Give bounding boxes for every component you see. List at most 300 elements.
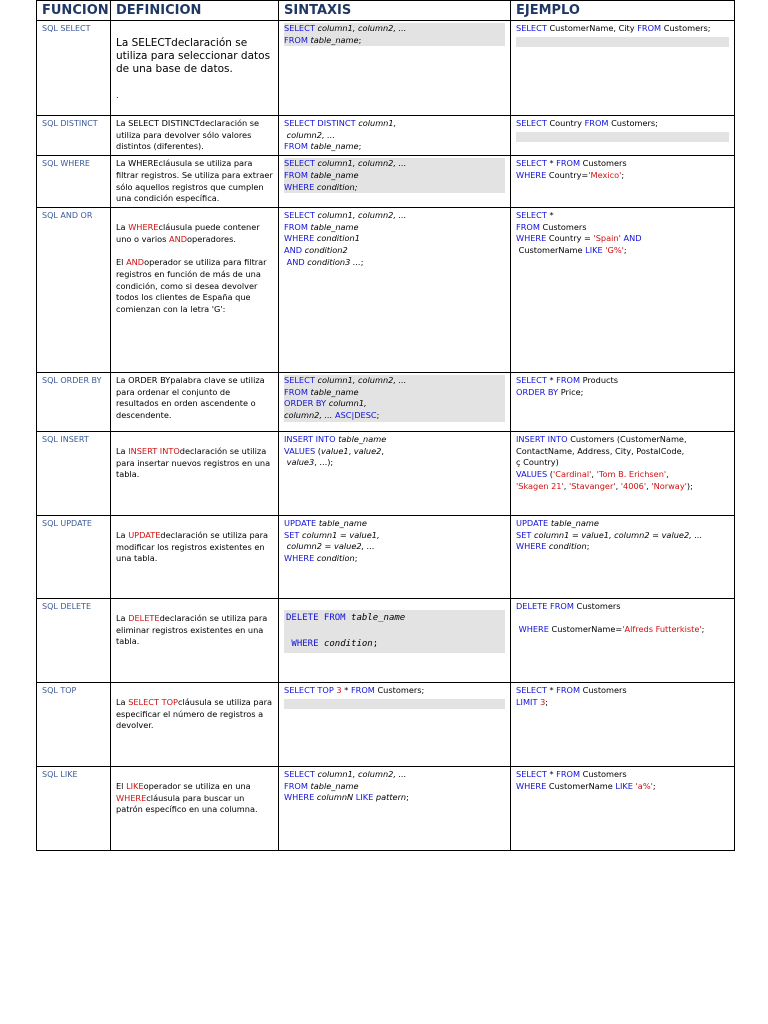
syntax-cell <box>279 766 511 850</box>
sql-keyword: WHERE <box>516 233 549 244</box>
sql-keyword: INSERT INTO <box>284 433 339 444</box>
text-segment: El <box>116 780 127 791</box>
example-cell <box>511 431 735 515</box>
syntax-cell <box>279 21 511 116</box>
highlighted-term: AND <box>168 233 188 244</box>
example-code <box>516 375 729 398</box>
highlighted-term: 'a%' <box>635 780 653 791</box>
text-segment: Price; <box>560 386 584 397</box>
sql-keyword: WHERE <box>286 638 324 649</box>
sql-keyword: SELECT <box>516 158 550 169</box>
highlighted-term: 'Mexico' <box>588 169 622 180</box>
text-segment: value1 <box>321 445 349 456</box>
example-cell <box>511 156 735 208</box>
example-code <box>516 118 729 130</box>
sql-keyword: FROM <box>556 374 583 385</box>
text-segment: table_name <box>351 612 406 623</box>
code-line <box>284 141 505 153</box>
sql-keyword: AND <box>284 245 305 256</box>
code-line <box>516 624 729 636</box>
sql-keyword: LIKE <box>585 245 606 256</box>
code-line <box>284 23 505 35</box>
example-code <box>516 210 729 257</box>
table-row <box>37 515 735 598</box>
sql-keyword: FROM <box>284 169 311 180</box>
highlighted-term: LIKE <box>126 780 144 791</box>
table-row <box>37 766 735 850</box>
code-line <box>286 638 503 651</box>
text-segment: CustomerName= <box>551 624 623 635</box>
definition-text <box>116 613 273 648</box>
text-segment: Customers <box>542 221 587 232</box>
code-line <box>284 530 505 542</box>
code-line <box>516 518 729 530</box>
text-segment: La ORDER BYpalabra clave se utiliza para ordenar el conjunto de resultados en orden ascendente o descendente. <box>116 374 265 421</box>
text-segment: column1 = value1, column2 = value2, ... <box>533 529 703 540</box>
sql-keyword: VALUES <box>516 469 550 480</box>
function-name: SQL SELECT <box>37 21 111 116</box>
code-line <box>284 233 505 245</box>
text-segment: operador se utiliza para filtrar registros en función de más de una condición, como si desea devolver todos los clientes de España que comienzan con la letra 'G': <box>116 257 267 315</box>
syntax-code <box>284 118 505 153</box>
code-line <box>284 434 505 446</box>
syntax-code <box>284 769 505 804</box>
sql-keyword: FROM <box>556 768 583 779</box>
text-segment: , <box>666 469 669 480</box>
sql-keyword: LIKE <box>355 792 376 803</box>
text-segment: Customers <box>582 684 627 695</box>
sql-keyword: ORDER BY <box>284 398 329 409</box>
text-segment: El <box>116 257 127 268</box>
text-segment: table_name <box>310 34 359 45</box>
example-cell <box>511 116 735 156</box>
sql-keyword: SELECT <box>284 23 318 33</box>
syntax-cell <box>279 207 511 372</box>
highlighted-term: UPDATE <box>128 529 161 540</box>
function-name: SQL DELETE <box>37 598 111 682</box>
definition-text <box>116 697 273 732</box>
code-line <box>284 170 505 182</box>
code-line <box>516 375 729 387</box>
text-segment: operador se utiliza en una <box>143 780 251 791</box>
text-segment: SELECT <box>131 37 172 49</box>
function-name: SQL AND OR <box>37 207 111 372</box>
text-segment: CustomerName <box>548 780 616 791</box>
text-segment: column1, column2, ... <box>317 768 407 779</box>
code-line <box>516 118 729 130</box>
text-segment: declaración se utiliza para seleccionar datos de una base de datos. <box>116 37 271 75</box>
text-segment: cláusula puede contener uno o varios <box>116 221 260 244</box>
text-segment: La <box>116 612 129 623</box>
text-segment: condition <box>323 638 373 649</box>
sql-keyword: FROM <box>284 141 311 152</box>
sql-keyword: WHERE <box>516 624 552 635</box>
text-segment: column1 = value1, <box>301 529 380 540</box>
text-segment: table_name <box>338 433 387 444</box>
text-segment: La SELECT DISTINCTdeclaración se utiliza para devolver sólo valores distintos (diferentes). <box>116 118 260 152</box>
header-funcion: FUNCION <box>37 1 111 21</box>
definition-cell <box>111 156 279 208</box>
highlighted-term: '4006' <box>620 480 647 491</box>
text-segment: column2, ... <box>284 129 335 140</box>
sql-keyword: FROM <box>637 23 664 33</box>
text-segment: table_name <box>310 169 359 180</box>
definition-text <box>116 781 273 816</box>
code-line <box>516 170 729 182</box>
text-segment: column1, <box>328 398 367 409</box>
function-name: SQL ORDER BY <box>37 372 111 431</box>
table-row <box>37 156 735 208</box>
syntax-code <box>284 158 505 193</box>
code-line <box>284 457 505 469</box>
example-code <box>516 769 729 792</box>
header-row <box>37 1 735 21</box>
text-segment: column1, column2, ... <box>317 23 407 33</box>
text-segment: ( <box>549 469 553 480</box>
text-segment: declaración se utiliza para insertar nuevos registros en una tabla. <box>116 445 271 480</box>
text-segment: La <box>116 445 129 456</box>
syntax-code <box>284 685 505 697</box>
sql-keyword: WHERE <box>516 780 549 791</box>
sql-keyword: SET <box>284 529 302 540</box>
text-segment: ; <box>360 256 364 267</box>
text-segment: Customers; <box>611 118 658 128</box>
text-segment: ; <box>372 638 379 649</box>
text-segment: * <box>549 684 557 695</box>
code-highlight-bar <box>516 37 729 47</box>
text-segment: La <box>116 529 129 540</box>
highlighted-term: WHERE <box>128 221 159 232</box>
code-line <box>516 457 729 469</box>
text-segment: table_name <box>310 221 359 232</box>
definition-cell <box>111 598 279 682</box>
text-segment: Customers <box>582 768 627 779</box>
syntax-cell <box>279 598 511 682</box>
text-segment: ; <box>376 410 380 421</box>
example-cell <box>511 21 735 116</box>
sql-keyword: SELECT TOP <box>284 684 337 695</box>
sql-reference-table <box>36 0 735 851</box>
code-line <box>284 685 505 697</box>
example-cell <box>511 682 735 766</box>
highlighted-term: INSERT INTO <box>128 445 180 456</box>
text-segment: cláusula se utiliza para especificar el número de registros a devolver. <box>116 696 272 731</box>
text-segment: ; <box>354 553 358 564</box>
text-segment: columnN <box>316 792 356 803</box>
highlighted-term: 'Tom B. Erichsen' <box>596 469 667 480</box>
example-code <box>516 601 729 636</box>
code-line <box>284 35 505 47</box>
sql-keyword: FROM <box>556 158 583 169</box>
code-line <box>284 375 505 387</box>
definition-cell <box>111 515 279 598</box>
sql-keyword: SELECT <box>516 374 550 385</box>
code-line <box>516 387 729 399</box>
code-line <box>284 781 505 793</box>
sql-keyword: WHERE <box>516 541 549 552</box>
header-definicion: DEFINICION <box>111 1 279 21</box>
definition-text <box>116 158 273 205</box>
text-segment: , <box>591 469 597 480</box>
highlighted-term: 'Norway' <box>651 480 687 491</box>
text-segment: * <box>344 684 351 695</box>
sql-keyword: FROM <box>556 684 583 695</box>
code-line <box>516 222 729 234</box>
sql-keyword: FROM <box>284 221 311 232</box>
text-segment: table_name <box>550 517 599 528</box>
code-line <box>516 446 729 458</box>
text-segment: value3 <box>284 457 315 468</box>
code-line <box>284 518 505 530</box>
table-row <box>37 372 735 431</box>
definition-cell <box>111 372 279 431</box>
sql-keyword: FROM <box>584 118 612 128</box>
text-segment: ; <box>358 141 362 152</box>
text-segment: value2 <box>353 445 382 456</box>
text-segment: * <box>549 768 557 779</box>
function-name: SQL INSERT <box>37 431 111 515</box>
definition-cell <box>111 116 279 156</box>
text-segment: table_name <box>310 386 359 397</box>
text-segment: ; <box>545 696 549 707</box>
text-segment: ; <box>621 169 625 180</box>
function-name: SQL TOP <box>37 682 111 766</box>
text-segment: condition3 ... <box>307 256 361 267</box>
highlighted-term: 'Skagen 21' <box>516 480 564 491</box>
text-segment: column1, column2, ... <box>317 374 407 385</box>
sql-keyword: WHERE <box>284 792 317 803</box>
sql-keyword: UPDATE <box>284 517 319 528</box>
example-code <box>516 158 729 181</box>
table-row <box>37 21 735 116</box>
text-segment: condition2 <box>304 245 348 256</box>
sql-keyword: INSERT INTO <box>516 433 571 444</box>
sql-keyword: WHERE <box>284 181 317 192</box>
sql-keyword: SELECT <box>284 374 318 385</box>
example-cell <box>511 207 735 372</box>
syntax-code <box>284 210 505 269</box>
code-line <box>516 434 729 446</box>
syntax-code <box>284 434 505 469</box>
text-segment: * <box>549 158 557 169</box>
text-segment: column2 = value2, ... <box>284 541 375 552</box>
text-segment: Customers; <box>377 684 425 695</box>
definition-text <box>116 118 273 153</box>
table-row <box>37 116 735 156</box>
syntax-code <box>284 23 505 46</box>
text-segment: , <box>381 445 384 456</box>
sql-keyword: FROM <box>284 386 311 397</box>
definition-cell <box>111 431 279 515</box>
text-segment: Country <box>549 118 585 128</box>
code-highlight-bar <box>284 699 505 709</box>
sql-keyword: WHERE <box>284 553 317 564</box>
code-line <box>284 541 505 553</box>
text-segment: column2, ... <box>284 410 335 421</box>
text-segment: ; <box>358 34 362 45</box>
highlighted-term: 'G%' <box>605 245 624 256</box>
example-cell <box>511 598 735 682</box>
code-line <box>516 481 729 493</box>
text-segment: ( <box>317 445 321 456</box>
code-line <box>284 446 505 458</box>
text-segment: condition1 <box>316 233 360 244</box>
definition-text <box>116 375 273 422</box>
code-line <box>284 387 505 399</box>
text-segment: declaración se utiliza para eliminar registros existentes en una tabla. <box>116 612 268 647</box>
sql-keyword: SELECT <box>516 23 550 33</box>
table-row <box>37 431 735 515</box>
sql-keyword: SELECT <box>284 209 318 220</box>
example-code <box>516 23 729 35</box>
definition-cell <box>111 207 279 372</box>
table-row <box>37 207 735 372</box>
definition-cell <box>111 21 279 116</box>
sql-keyword: SELECT <box>516 684 550 695</box>
definition-extra: . <box>116 90 119 100</box>
code-line <box>284 245 505 257</box>
text-segment: table_name <box>310 141 359 152</box>
function-name: SQL UPDATE <box>37 515 111 598</box>
code-line <box>516 601 729 613</box>
syntax-cell <box>279 116 511 156</box>
code-line <box>284 210 505 222</box>
text-segment: ç Country) <box>516 457 559 468</box>
text-segment: Country = <box>548 233 594 244</box>
highlighted-term: 'Cardinal' <box>553 469 592 480</box>
sql-keyword: FROM <box>516 221 543 232</box>
sql-keyword: ORDER BY <box>516 386 561 397</box>
code-line <box>284 257 505 269</box>
definition-paragraph-2 <box>116 257 273 316</box>
text-segment: condition <box>316 553 355 564</box>
text-segment: , <box>563 480 569 491</box>
text-segment: cláusula para buscar un patrón específico en una columna. <box>116 792 258 815</box>
text-segment: declaración se utiliza para modificar los registros existentes en una tabla. <box>116 529 269 564</box>
text-segment: ; <box>701 624 705 635</box>
syntax-cell <box>279 156 511 208</box>
text-segment: Country= <box>548 169 589 180</box>
definition-text <box>116 530 273 565</box>
highlighted-term: 3 <box>336 684 345 695</box>
text-segment: pattern <box>375 792 407 803</box>
text-segment: ; <box>586 541 590 552</box>
text-segment: Customers <box>576 600 621 611</box>
text-segment: column1, <box>358 118 397 128</box>
code-line <box>516 530 729 542</box>
highlighted-term: AND <box>126 257 145 268</box>
example-code <box>516 434 729 493</box>
syntax-code <box>284 610 505 653</box>
code-line <box>516 245 729 257</box>
sql-keyword: UPDATE <box>516 517 551 528</box>
code-line <box>284 553 505 565</box>
code-line <box>516 469 729 481</box>
sql-keyword: AND <box>623 233 642 244</box>
text-segment: , <box>615 480 621 491</box>
code-line <box>516 158 729 170</box>
highlighted-term: 'Alfreds Futterkiste' <box>622 624 702 635</box>
text-segment: ; <box>406 792 409 803</box>
highlighted-term: SELECT TOP <box>128 696 178 707</box>
text-segment: La <box>116 696 129 707</box>
code-line <box>284 410 505 422</box>
example-cell <box>511 515 735 598</box>
syntax-cell <box>279 682 511 766</box>
text-segment: , ...); <box>314 457 334 468</box>
code-line <box>284 158 505 170</box>
sql-keyword: VALUES <box>284 445 318 456</box>
header-sintaxis: SINTAXIS <box>279 1 511 21</box>
example-cell <box>511 372 735 431</box>
text-segment: Customers (CustomerName, <box>570 433 687 444</box>
sql-keyword: AND <box>284 256 308 267</box>
example-code <box>516 685 729 708</box>
code-line <box>516 210 729 222</box>
code-line <box>516 23 729 35</box>
code-line <box>286 625 503 638</box>
sql-keyword: SELECT DISTINCT <box>284 118 359 128</box>
highlighted-term: DELETE <box>128 612 160 623</box>
table-row <box>37 682 735 766</box>
syntax-cell <box>279 372 511 431</box>
text-segment: ContactName, Address, City, PostalCode, <box>516 445 685 456</box>
text-segment: condition <box>548 541 587 552</box>
text-segment: * <box>549 209 554 220</box>
sql-keyword: SELECT <box>516 209 550 220</box>
text-segment: ); <box>686 480 693 491</box>
syntax-cell <box>279 431 511 515</box>
code-line <box>516 613 729 625</box>
sql-keyword: LIMIT <box>516 696 541 707</box>
table-row <box>37 598 735 682</box>
syntax-cell <box>279 515 511 598</box>
sql-keyword: LIKE <box>615 780 636 791</box>
definition-text <box>116 446 273 481</box>
text-segment: ; <box>623 245 627 256</box>
function-name: SQL DISTINCT <box>37 116 111 156</box>
sql-keyword: SET <box>516 529 534 540</box>
code-line <box>516 781 729 793</box>
sql-keyword: ASC|DESC <box>334 410 377 421</box>
definition-cell <box>111 682 279 766</box>
sql-keyword: SELECT <box>284 158 318 169</box>
sql-keyword: SELECT <box>284 768 318 779</box>
definition-text <box>116 23 273 76</box>
code-line <box>284 792 505 804</box>
code-line <box>284 130 505 142</box>
code-line <box>516 685 729 697</box>
text-segment: La WHEREcláusula se utiliza para filtrar registros. Se utiliza para extraer sólo aquellos registros que cumplen una condición específica. <box>116 158 273 204</box>
text-segment: Customers; <box>663 23 711 33</box>
code-line <box>516 697 729 709</box>
sql-keyword: FROM <box>284 780 311 791</box>
example-cell <box>511 766 735 850</box>
text-segment: ; <box>652 780 656 791</box>
code-line <box>284 182 505 194</box>
highlighted-term: 3 <box>540 696 546 707</box>
text-segment: CustomerName, City <box>549 23 638 33</box>
text-segment: CustomerName <box>516 245 586 256</box>
text-segment: Customers <box>582 158 627 169</box>
sql-keyword: SELECT <box>516 118 550 128</box>
definition-paragraph-1 <box>116 222 273 245</box>
syntax-code <box>284 518 505 565</box>
code-line <box>284 769 505 781</box>
text-segment: La <box>116 37 132 49</box>
highlighted-term: 'Spain' <box>593 233 624 244</box>
text-segment: La <box>116 221 129 232</box>
